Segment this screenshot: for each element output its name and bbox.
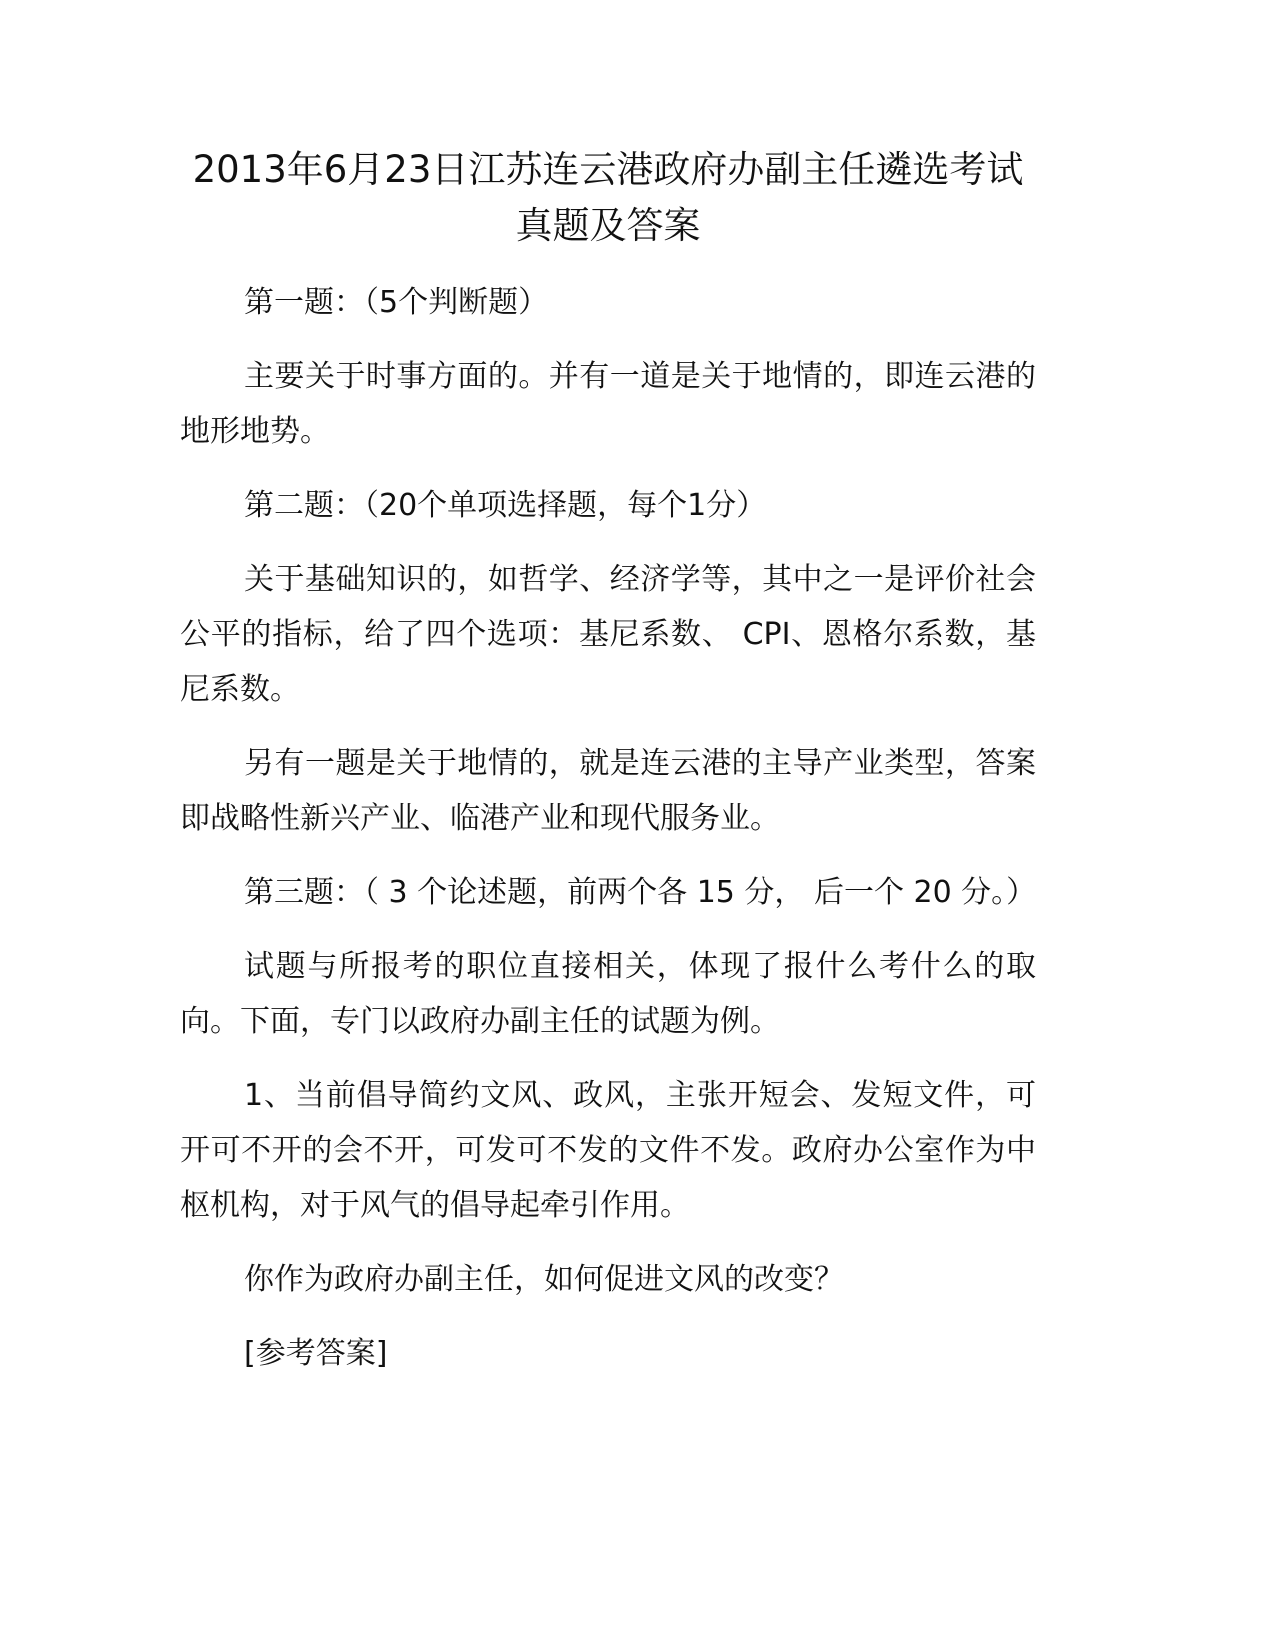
document-body — [180, 275, 1036, 1381]
section-heading-2: 第二题：（20个单项选择题，每个1分） — [244, 488, 767, 523]
document-page — [180, 142, 1036, 1400]
section-heading-1: 第一题：（5个判断题） — [244, 285, 549, 320]
paragraph: 主要关于时事方面的。并有一道是关于地情的，即连云港的地形地势。 — [180, 359, 1036, 449]
paragraph: 另有一题是关于地情的，就是连云港的主导产业类型，答案即战略性新兴产业、临港产业和现代服务业。 — [180, 746, 1036, 836]
document-title: 2013年6月23日江苏连云港政府办副主任遴选考试真题及答案 — [192, 148, 1024, 247]
paragraph: 关于基础知识的，如哲学、经济学等，其中之一是评价社会公平的指标，给了四个选项：基尼系数、 CPI、恩格尔系数，基尼系数。 — [180, 562, 1036, 707]
question-paragraph: 1、当前倡导简约文风、政风，主张开短会、发短文件，可开可不开的会不开，可发可不发的文件不发。政府办公室作为中枢机构，对于风气的倡导起牵引作用。 — [180, 1078, 1036, 1223]
section-heading-3: 第三题：（ 3 个论述题，前两个各 15 分， 后一个 20 分。） — [244, 875, 1037, 910]
paragraph: 试题与所报考的职位直接相关，体现了报什么考什么的取向。下面，专门以政府办副主任的试题为例。 — [180, 949, 1036, 1039]
answer-heading: [参考答案] — [244, 1336, 388, 1371]
question-prompt: 你作为政府办副主任，如何促进文风的改变？ — [244, 1262, 844, 1297]
